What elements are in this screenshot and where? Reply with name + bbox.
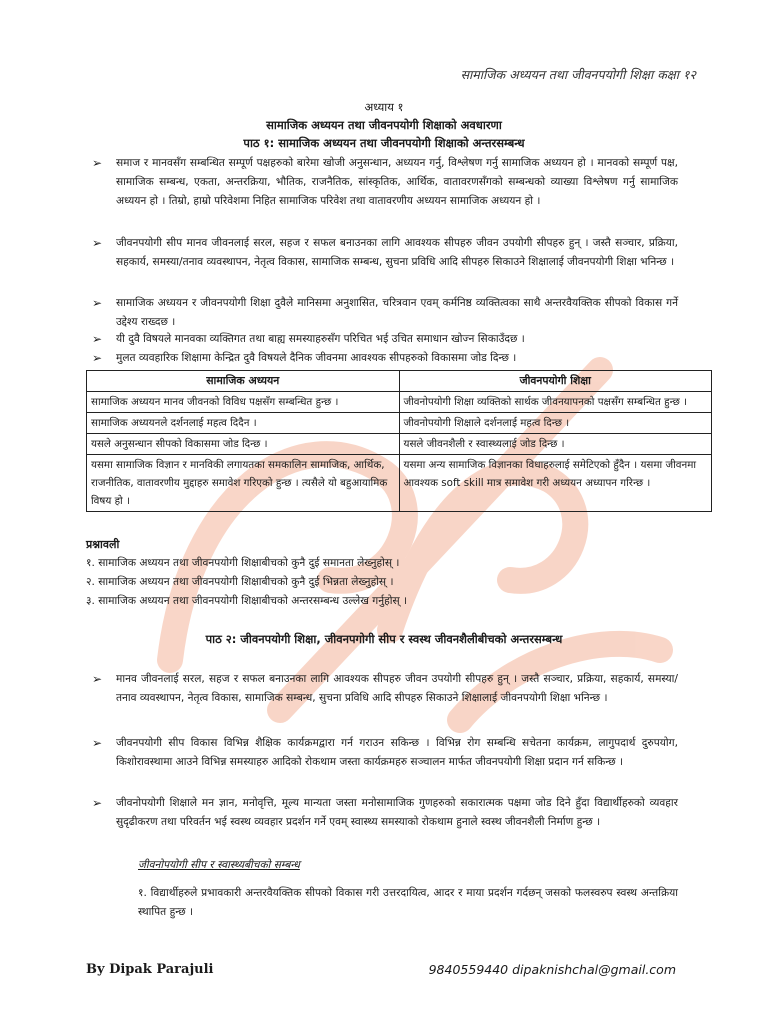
- questions-heading: प्रश्नावली: [86, 538, 120, 551]
- table-row: [87, 392, 712, 413]
- table-cell: यसले जीवनशैली र स्वास्थ्यलाई जोड दिन्छ ।: [399, 434, 712, 455]
- table-row: [87, 434, 712, 455]
- table-cell: जीवनोपयोगी शिक्षा व्यक्तिको सार्थक जीवनयापनको पक्षसँग सम्बन्धित हुन्छ ।: [399, 392, 712, 413]
- table-cell: यसमा अन्य सामाजिक विज्ञानका विधाहरुलाई समेटिएको हुँदैन । यसमा जीवनमा आवश्यक soft skill मात्र समावेश गरी अध्ययन अध्यापन गरिन्छ ।: [399, 455, 712, 512]
- arrow-bullet-icon: ➢: [92, 332, 103, 346]
- chapter-label: अध्याय १: [364, 100, 404, 114]
- arrow-bullet-icon: ➢: [92, 351, 103, 365]
- question-item: २. सामाजिक अध्ययन तथा जीवनपयोगी शिक्षाबीचको कुनै दुई भिन्नता लेख्नुहोस् ।: [86, 576, 394, 588]
- footer-contact: 9840559440 dipaknishchal@gmail.com: [428, 962, 676, 977]
- table-cell: यसले अनुसन्धान सीपको विकासमा जोड दिन्छ ।: [87, 434, 400, 455]
- table-cell: यसमा सामाजिक विज्ञान र मानविकी लगायतका समकालिन सामाजिक, आर्थिक, राजनीतिक, वातावरणीय मुद्दाहरु समावेश गरिएको हुन्छ । त्यसैले यो बहुआयामिक विषय हो ।: [87, 455, 400, 512]
- table-cell: सामाजिक अध्ययनले दर्शनलाई महत्व दिदैन ।: [87, 413, 400, 434]
- table-header-row: [87, 371, 712, 392]
- lesson1-bullet: ➢ जीवनपयोगी सीप मानव जीवनलाई सरल, सहज र सफल बनाउनका लागि आवश्यक सीपहरु जीवन उपयोगी सीपहरु हुन् । जस्तै सञ्चार, प्रक्रिया, सहकार्य, समस्या/तनाव व्यवस्थापन, नेतृत्व विकास, सामाजिक सम्बन्ध, सुचना प्रविधि आदि सीपहरु सिकाउने शिक्षालाई जीवनपयोगी शिक्षा भनिन्छ ।: [92, 236, 678, 268]
- table-header: जीवनपयोगी शिक्षा: [399, 371, 712, 392]
- lesson2-bullet: ➢ मानव जीवनलाई सरल, सहज र सफल बनाउनका लागि आवश्यक सीपहरु जीवन उपयोगी सीपहरु हुन् । जस्तै सञ्चार, प्रक्रिया, सहकार्य, समस्या/तनाव व्यवस्थापन, नेतृत्व विकास, सामाजिक सम्बन्ध, सुचना प्रविधि आदि सीपहरु सिकाउने शिक्षालाई जीवनपयोगी शिक्षा भनिन्छ ।: [92, 672, 678, 704]
- lesson1-title: पाठ १: सामाजिक अध्ययन तथा जीवनपयोगी शिक्षाको अन्तरसम्बन्ध: [243, 136, 525, 150]
- table-cell: जीवनोपयोगी शिक्षाले दर्शनलाई महत्व दिन्छ ।: [399, 413, 712, 434]
- arrow-bullet-icon: ➢: [92, 672, 103, 686]
- arrow-bullet-icon: ➢: [92, 736, 103, 750]
- chapter-title: सामाजिक अध्ययन तथा जीवनपयोगी शिक्षाको अवधारणा: [266, 118, 502, 132]
- lesson1-bullet: ➢ यी दुवै विषयले मानवका व्यक्तिगत तथा बाह्य समस्याहरुसँग परिचित भई उचित समाधान खोज्न सिकाउँदछ ।: [116, 330, 678, 349]
- lesson1-bullet: ➢ समाज र मानवसँग सम्बन्धित सम्पूर्ण पक्षहरुको बारेमा खोजी अनुसन्धान, अध्ययन गर्नु, विश्लेषण गर्नु सामाजिक अध्ययन हो । मानवको सम्पूर्ण पक्ष, सामाजिक सम्बन्ध, एकता, अन्तरक्रिया, भौतिक, राजनैतिक, सांस्कृतिक, आर्थिक, वातावरणसँगको सम्बन्धको व्याख्या विश्लेषण गर्नु सामाजिक अध्ययन हो । तिम्रो, हाम्रो परिवेशमा निहित सामाजिक परिवेश तथा वातावरणीय अध्ययन सामाजिक अध्ययन हो ।: [92, 156, 678, 207]
- lesson1-bullet: ➢ सामाजिक अध्ययन र जीवनपयोगी शिक्षा दुवैले मानिसमा अनुशासित, चरित्रवान एवम् कर्मनिष्ठ व्यक्तित्वका साथै अन्तरवैयक्तिक सीपको विकास गर्ने उद्देश्य राख्दछ ।: [92, 296, 678, 328]
- table-cell: सामाजिक अध्ययन मानव जीवनको विविध पक्षसँग सम्बन्धित हुन्छ ।: [87, 392, 400, 413]
- question-item: १. सामाजिक अध्ययन तथा जीवनपयोगी शिक्षाबीचको कुनै दुई समानता लेख्नुहोस् ।: [86, 557, 400, 569]
- lesson2-bullet: ➢ जीवनपयोगी सीप विकास विभिन्न शैक्षिक कार्यक्रमद्वारा गर्न गराउन सकिन्छ । विभिन्न रोग सम्बन्धि सचेतना कार्यक्रम, लागुपदार्थ दुरुपयोग, किशोरावस्थामा आउने विभिन्न समस्याहरु आदिको रोकथाम जस्ता कार्यक्रमहरु सञ्चालन मार्फत जीवनपयोगी शिक्षा प्रदान गर्न सकिन्छ ।: [92, 736, 678, 768]
- footer-author: By Dipak Parajuli: [86, 962, 214, 977]
- arrow-bullet-icon: ➢: [92, 236, 103, 250]
- numbered-point: १. विद्यार्थीहरुले प्रभावकारी अन्तरवैयक्तिक सीपको विकास गरी उत्तरदायित्व, आदर र माया प्रदर्शन गर्दछन् जसको फलस्वरुप स्वस्थ अन्तक्रिया स्थापित हुन्छ ।: [138, 887, 678, 918]
- comparison-table: [86, 370, 712, 512]
- arrow-bullet-icon: ➢: [92, 156, 103, 170]
- running-header: सामाजिक अध्ययन तथा जीवनपयोगी शिक्षा कक्षा १२: [460, 67, 696, 82]
- question-item: ३. सामाजिक अध्ययन तथा जीवनपयोगी शिक्षाबीचको अन्तरसम्बन्ध उल्लेख गर्नुहोस् ।: [86, 595, 408, 607]
- lesson2-title: पाठ २: जीवनपयोगी शिक्षा, जीवनपगोगी सीप र स्वस्थ जीवनशैलीबीचको अन्तरसम्बन्ध: [205, 632, 563, 646]
- table-header: सामाजिक अध्ययन: [87, 371, 400, 392]
- lesson2-bullet: ➢ जीवनोपयोगी शिक्षाले मन ज्ञान, मनोवृत्ति, मूल्य मान्यता जस्ता मनोसामाजिक गुणहरुको सकारात्मक पक्षमा जोड दिने हुँदा विद्यार्थीहरुको व्यवहार सुदृढीकरण तथा परिवर्तन भई स्वस्थ व्यवहार प्रदर्शन गर्ने एवम् स्वास्थ्य समस्याको रोकथाम हुनाले स्वस्थ जीवनशैली निर्माण हुन्छ ।: [92, 796, 678, 828]
- subheading: जीवनोपयोगी सीप र स्वास्थ्यबीचको सम्बन्ध: [138, 859, 300, 871]
- arrow-bullet-icon: ➢: [92, 796, 103, 810]
- table-row: [87, 413, 712, 434]
- lesson1-bullet: ➢ मुलत व्यवहारिक शिक्षामा केन्द्रित दुवै विषयले दैनिक जीवनमा आवश्यक सीपहरुको विकासमा जोड दिन्छ ।: [116, 349, 678, 368]
- table-row: [87, 455, 712, 512]
- arrow-bullet-icon: ➢: [92, 296, 103, 310]
